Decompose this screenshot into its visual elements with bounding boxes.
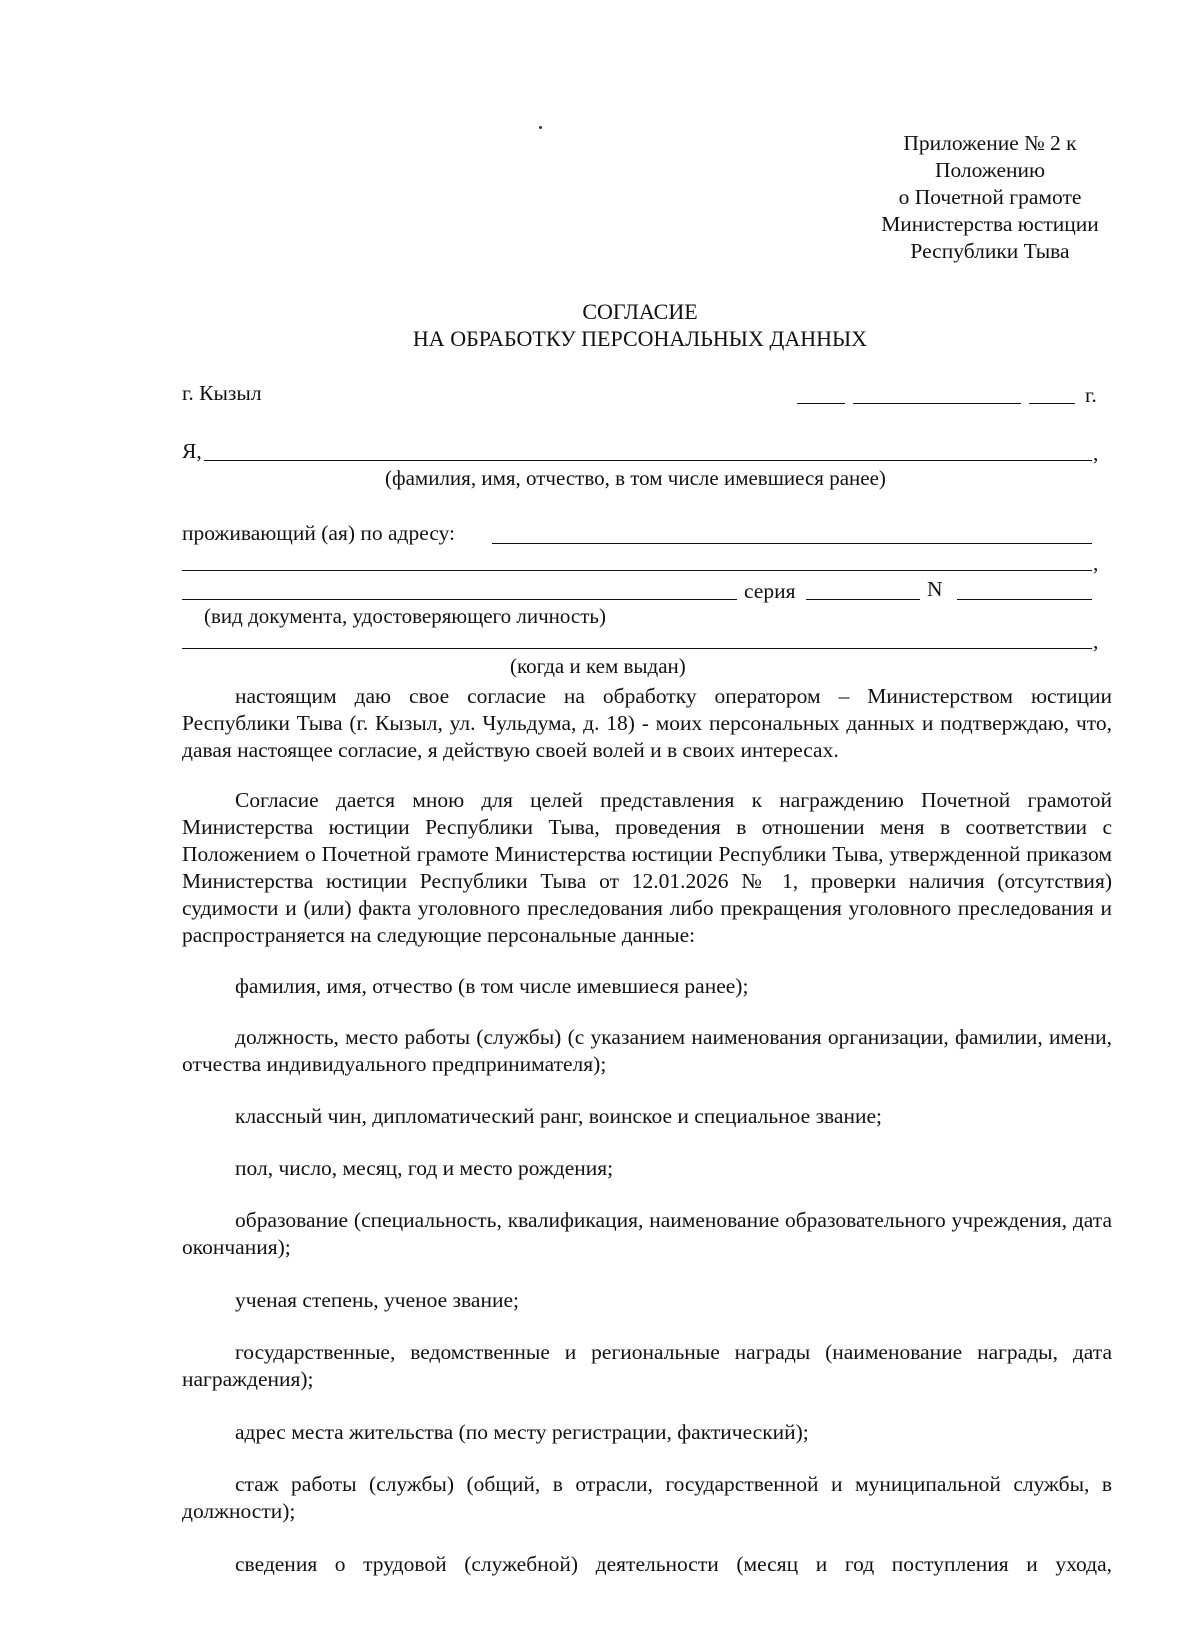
appendix-line: Приложение № 2 к [903,131,1077,155]
data-item: образование (специальность, квалификация, наименование образовательного учреждения, дата окончания); [182,1208,1112,1259]
title-line: НА ОБРАБОТКУ ПЕРСОНАЛЬНЫХ ДАННЫХ [412,326,868,351]
data-item: ученая степень, ученое звание; [235,1288,519,1312]
title-line: СОГЛАСИЕ [582,299,698,324]
scan-dot [539,126,542,129]
date-month-field[interactable] [853,403,1021,404]
data-item: классный чин, дипломатический ранг, воинское и специальное звание; [235,1104,882,1128]
i-label: Я, [182,439,202,463]
number-label: N [927,577,943,601]
data-item: государственные, ведомственные и региональные награды (наименование награды, дата награждения); [182,1340,1112,1391]
data-item: стаж работы (службы) (общий, в отрасли, государственной и муниципальной службы, в должности); [182,1472,1112,1523]
date-year-field[interactable] [1029,403,1075,404]
consent-paragraph: настоящим даю свое согласие на обработку оператором – Министерством юстиции Республики Тыва (г. Кызыл, ул. Чульдума, д. 18) - моих персональных данных и подтверждаю, что, давая настоящее согласие, я действую своей волей и в своих интересах. [182,684,1112,762]
address-field-2[interactable] [182,570,1092,571]
city-label: г. Кызыл [182,381,262,405]
series-field[interactable] [806,599,920,600]
comma: , [1093,629,1099,653]
comma: , [1093,551,1099,575]
appendix-line: о Почетной грамоте [898,185,1082,209]
series-label: серия [744,579,796,603]
data-item: пол, число, месяц, год и место рождения; [235,1156,614,1180]
document-type-field[interactable] [182,599,737,600]
document-caption: (вид документа, удостоверяющего личность) [204,604,607,628]
number-field[interactable] [957,599,1092,600]
appendix-line: Министерства юстиции [881,212,1099,236]
data-item: должность, место работы (службы) (с указанием наименования организации, фамилии, имени, отчества индивидуального предпринимателя); [182,1025,1112,1076]
appendix-line: Республики Тыва [910,239,1070,263]
full-name-caption: (фамилия, имя, отчество, в том числе имевшиеся ранее) [385,466,886,490]
purpose-paragraph: Согласие дается мною для целей представления к награждению Почетной грамотой Министерства юстиции Республики Тыва, проведения в отношении меня в соответствии с Положением о Почетной грамоте Министерства юстиции Республики Тыва, утвержденной приказом Министерства юстиции Республики Тыва от 12.01.2026 № 1, проверки наличия (отсутствия) судимости и (или) факта уголовного преследования либо прекращения уголовного преследования и распространяется на следующие персональные данные: [182,788,1112,947]
address-field-1[interactable] [492,543,1092,544]
year-suffix: г. [1085,383,1097,407]
date-day-field[interactable] [797,403,845,404]
data-item: сведения о трудовой (служебной) деятельности (месяц и год поступления и ухода, [235,1552,1112,1576]
document-title [360,298,920,352]
full-name-field[interactable] [204,460,1092,461]
appendix-line: Положению [934,158,1046,182]
comma: , [1093,441,1099,465]
issued-by-caption: (когда и кем выдан) [510,654,686,678]
issued-by-field[interactable] [182,648,1092,649]
appendix-header [860,130,1120,265]
data-item: адрес места жительства (по месту регистрации, фактический); [235,1420,809,1444]
address-label: проживающий (ая) по адресу: [182,521,456,545]
data-item: фамилия, имя, отчество (в том числе имевшиеся ранее); [235,974,749,998]
